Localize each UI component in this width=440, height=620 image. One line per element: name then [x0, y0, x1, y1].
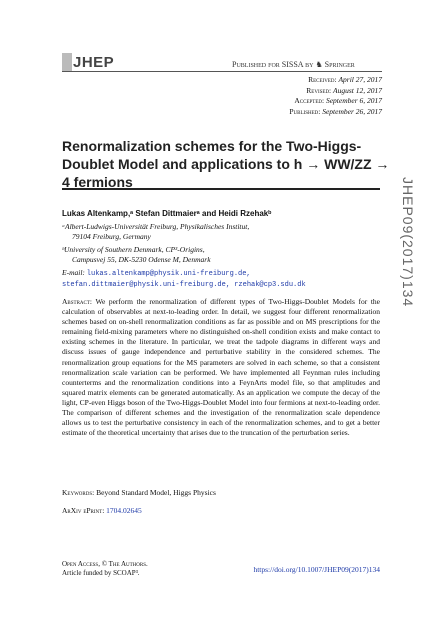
published-by	[232, 60, 355, 69]
authors: Lukas Altenkamp,ᵃ Stefan Dittmaierᵃ and Heidi Rzehakᵇ	[62, 209, 272, 218]
arxiv-label: ArXiv ePrint:	[62, 506, 105, 515]
affiliation-a-line2: 79104 Freiburg, Germany	[72, 232, 151, 241]
doi-link[interactable]: https://doi.org/10.1007/JHEP09(2017)134	[253, 565, 380, 574]
funding-text: Article funded by SCOAP³.	[62, 569, 140, 577]
paper-title: Renormalization schemes for the Two-Higgs-Doublet Model and applications to h → WW/ZZ → 4 fermions	[62, 138, 390, 190]
abstract-label: Abstract:	[62, 297, 93, 306]
date-received: Received: April 27, 2017	[308, 75, 382, 84]
abstract	[62, 297, 380, 438]
publisher-name: Springer	[324, 60, 355, 69]
keywords	[62, 488, 216, 497]
email-block	[62, 268, 306, 290]
date-published: Published: September 26, 2017	[289, 106, 382, 116]
arxiv-link[interactable]: 1704.02645	[106, 506, 142, 515]
affiliation-b	[62, 245, 382, 265]
date-accepted: Accepted: September 6, 2017	[294, 96, 382, 105]
affiliation-b-line1: ᵇUniversity of Southern Denmark, CP³-Origins,	[62, 245, 205, 254]
header-rule	[62, 71, 382, 72]
logo-mark-icon	[62, 53, 72, 71]
arxiv-eprint	[62, 506, 142, 515]
open-access-text: Open Access, © The Authors.	[62, 560, 148, 568]
open-access-notice	[62, 560, 148, 578]
keywords-text: Beyond Standard Model, Higgs Physics	[96, 488, 216, 497]
email-label: E-mail:	[62, 268, 85, 277]
publication-dates	[289, 75, 382, 117]
published-by-text: Published for SISSA by	[232, 60, 314, 69]
keywords-label: Keywords:	[62, 488, 95, 497]
journal-reference-sidebar	[396, 160, 420, 325]
springer-horse-icon: ♞	[315, 60, 323, 69]
journal-reference: JHEP09(2017)134	[400, 177, 416, 308]
affiliation-b-line2: Campusvej 55, DK-5230 Odense M, Denmark	[72, 255, 211, 264]
affiliation-a-line1: ᵃAlbert-Ludwigs-Universität Freiburg, Physikalisches Institut,	[62, 222, 250, 231]
email-link-2[interactable]: stefan.dittmaier@physik.uni-freiburg.de, rzehak@cp3.sdu.dk	[62, 281, 306, 289]
doi	[253, 565, 380, 574]
affiliation-a	[62, 222, 382, 242]
title-rule	[62, 188, 380, 190]
email-link-1[interactable]: lukas.altenkamp@physik.uni-freiburg.de,	[86, 270, 251, 278]
logo-text: JHEP	[73, 53, 115, 71]
date-revised: Revised: August 12, 2017	[306, 85, 382, 95]
jhep-logo	[62, 53, 114, 71]
abstract-text: We perform the renormalization of different types of Two-Higgs-Doublet Models for the calculation of observables at next-to-leading order. In detail, we suggest four different renormalization schemes based on on-shell renormalization conditions as far as possible and on MS prescriptions for the remaining field-mixing parameters where no distinguished on-shell condition exists and make contact to existing schemes in the literature. In particular, we treat the tadpole diagrams in different ways and discuss issues of gauge independence and perturbative stability in the considered schemes. The renormalization group equations for the MS parameters are solved in each scheme, so that a consistent renormalization scale variation can be performed. We have implemented all Feynman rules including counterterms and the renormalization conditions into a FeynArts model file, so that amplitudes and squared matrix elements can be generated automatically. As an application we compute the decay of the light, CP-even Higgs boson of the Two-Higgs-Doublet Model into four fermions at next-to-leading order. The comparison of different schemes and the investigation of the renormalization scale dependence allows us to test the perturbative consistency in each of the renormalization schemes, and to get a better estimate of the theoretical uncertainty that arises due to the truncation of the perturbation series.	[62, 297, 380, 438]
